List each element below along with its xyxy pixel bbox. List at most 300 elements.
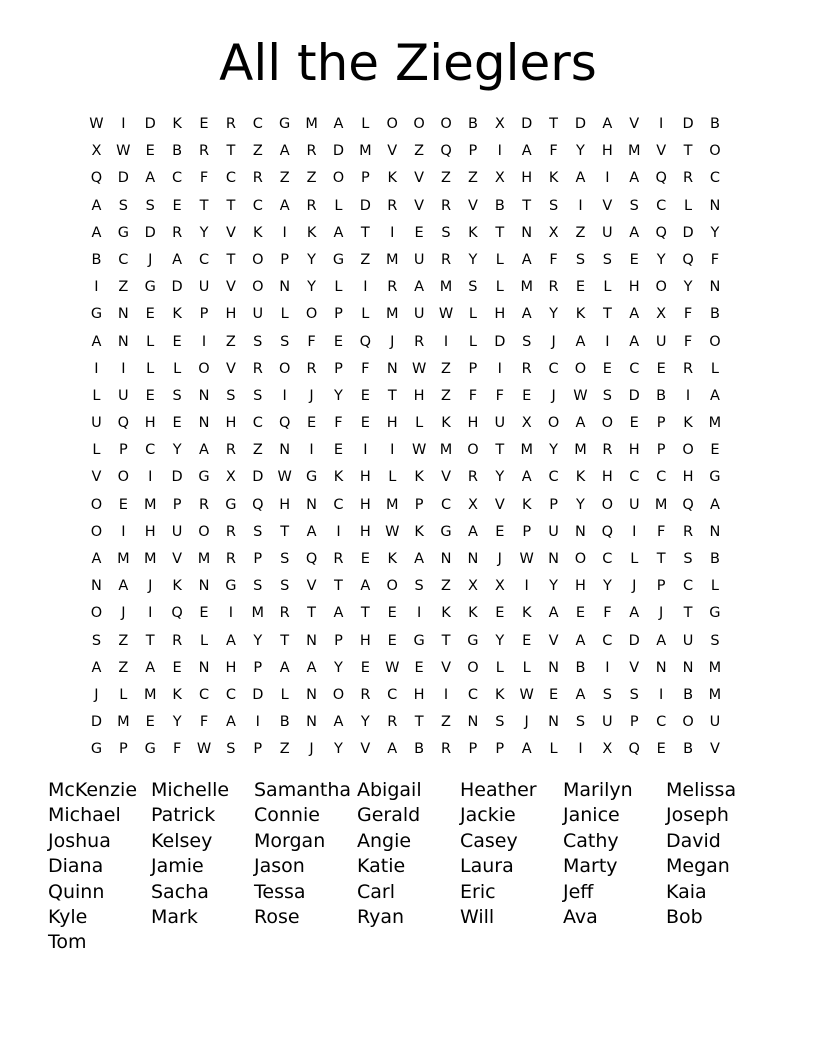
grid-cell[interactable]: E <box>145 387 155 404</box>
grid-cell[interactable]: B <box>414 741 425 758</box>
grid-cell[interactable]: U <box>171 523 183 540</box>
grid-cell[interactable]: N <box>386 360 398 377</box>
grid-cell[interactable]: A <box>387 741 398 758</box>
grid-cell[interactable]: Y <box>307 251 316 268</box>
grid-cell[interactable]: C <box>252 116 263 132</box>
grid-cell[interactable]: T <box>226 143 236 160</box>
grid-cell[interactable]: U <box>682 632 694 649</box>
grid-cell[interactable]: S <box>629 686 639 703</box>
grid-cell[interactable]: A <box>575 686 586 703</box>
grid-cell[interactable]: K <box>172 578 182 595</box>
grid-cell[interactable]: X <box>494 116 505 132</box>
grid-cell[interactable]: E <box>495 605 505 622</box>
grid-cell[interactable]: E <box>360 659 370 676</box>
grid-cell[interactable]: F <box>199 714 209 731</box>
grid-cell[interactable]: W <box>519 551 534 567</box>
grid-cell[interactable]: C <box>656 469 667 486</box>
grid-cell[interactable]: E <box>602 360 612 377</box>
grid-cell[interactable]: K <box>575 306 586 323</box>
grid-cell[interactable]: F <box>172 741 182 758</box>
grid-cell[interactable]: I <box>659 116 664 132</box>
grid-cell[interactable]: N <box>467 551 479 567</box>
grid-cell[interactable]: V <box>467 197 478 214</box>
grid-cell[interactable]: H <box>575 578 586 595</box>
grid-cell[interactable]: P <box>253 741 263 758</box>
grid-cell[interactable]: I <box>121 523 126 540</box>
grid-cell[interactable]: G <box>90 741 103 758</box>
grid-cell[interactable]: E <box>522 387 532 404</box>
grid-cell[interactable]: A <box>360 578 371 595</box>
grid-cell[interactable]: R <box>198 496 210 513</box>
grid-cell[interactable]: E <box>172 333 182 350</box>
grid-cell[interactable]: N <box>575 523 586 540</box>
grid-cell[interactable]: I <box>632 523 637 540</box>
grid-cell[interactable]: M <box>520 279 533 296</box>
grid-cell[interactable]: N <box>548 551 560 567</box>
grid-cell[interactable]: U <box>655 333 667 350</box>
grid-cell[interactable]: Q <box>655 170 667 187</box>
grid-cell[interactable]: Z <box>441 578 451 595</box>
grid-cell[interactable]: N <box>279 442 291 459</box>
grid-cell[interactable]: N <box>117 333 129 350</box>
grid-cell[interactable]: R <box>387 279 398 296</box>
grid-cell[interactable]: Q <box>440 143 452 160</box>
grid-cell[interactable]: Y <box>172 442 182 459</box>
grid-cell[interactable]: M <box>143 686 157 703</box>
grid-cell[interactable]: A <box>279 197 290 214</box>
grid-cell[interactable]: T <box>522 197 532 214</box>
grid-cell[interactable]: A <box>467 523 478 540</box>
grid-cell[interactable]: H <box>225 659 237 676</box>
grid-cell[interactable]: K <box>548 170 559 187</box>
grid-cell[interactable]: K <box>306 224 317 241</box>
grid-cell[interactable]: I <box>121 360 126 377</box>
grid-cell[interactable]: O <box>198 523 210 540</box>
grid-cell[interactable]: O <box>682 714 694 731</box>
grid-cell[interactable]: A <box>709 496 720 513</box>
grid-cell[interactable]: M <box>520 442 533 459</box>
grid-cell[interactable]: E <box>360 387 370 404</box>
grid-cell[interactable]: R <box>279 605 290 622</box>
grid-cell[interactable]: N <box>306 632 317 649</box>
grid-cell[interactable]: I <box>443 686 449 703</box>
grid-cell[interactable]: D <box>252 686 264 703</box>
grid-cell[interactable]: U <box>118 387 129 404</box>
grid-cell[interactable]: T <box>360 605 370 622</box>
grid-cell[interactable]: M <box>305 116 318 132</box>
grid-cell[interactable]: E <box>145 714 155 731</box>
grid-cell[interactable]: K <box>521 496 532 513</box>
grid-cell[interactable]: S <box>575 251 586 268</box>
grid-cell[interactable]: B <box>683 686 694 703</box>
grid-cell[interactable]: J <box>497 551 502 567</box>
grid-cell[interactable]: A <box>306 523 317 540</box>
grid-cell[interactable]: M <box>385 306 399 323</box>
grid-cell[interactable]: R <box>252 360 263 377</box>
grid-cell[interactable]: L <box>361 116 370 132</box>
grid-cell[interactable]: L <box>710 578 719 595</box>
grid-cell[interactable]: D <box>682 116 694 132</box>
grid-cell[interactable]: E <box>522 632 532 649</box>
grid-cell[interactable]: Y <box>172 714 182 731</box>
grid-cell[interactable]: Q <box>171 605 183 622</box>
grid-cell[interactable]: C <box>252 415 263 432</box>
grid-cell[interactable]: Y <box>334 387 343 404</box>
grid-cell[interactable]: C <box>629 360 640 377</box>
grid-cell[interactable]: R <box>172 632 183 649</box>
grid-cell[interactable]: G <box>440 523 452 540</box>
grid-cell[interactable]: R <box>387 197 398 214</box>
grid-cell[interactable]: O <box>252 251 264 268</box>
grid-cell[interactable]: L <box>468 306 477 323</box>
grid-cell[interactable]: D <box>359 197 371 214</box>
grid-cell[interactable]: L <box>199 632 209 649</box>
grid-cell[interactable]: D <box>521 116 533 132</box>
grid-cell[interactable]: T <box>360 224 370 241</box>
grid-cell[interactable]: M <box>143 551 157 567</box>
grid-cell[interactable]: O <box>332 686 345 703</box>
grid-cell[interactable]: V <box>225 360 236 377</box>
grid-cell[interactable]: B <box>91 251 102 268</box>
grid-cell[interactable]: P <box>334 360 343 377</box>
grid-cell[interactable]: O <box>198 360 210 377</box>
grid-cell[interactable]: H <box>359 632 371 649</box>
grid-cell[interactable]: R <box>225 551 236 567</box>
grid-cell[interactable]: N <box>655 659 667 676</box>
grid-cell[interactable]: Z <box>575 224 586 241</box>
grid-cell[interactable]: H <box>413 686 425 703</box>
grid-cell[interactable]: V <box>414 197 425 214</box>
grid-cell[interactable]: Z <box>279 170 290 187</box>
grid-cell[interactable]: Z <box>360 251 371 268</box>
grid-cell[interactable]: K <box>683 415 693 432</box>
grid-cell[interactable]: A <box>629 306 640 323</box>
grid-cell[interactable]: A <box>521 741 532 758</box>
grid-cell[interactable]: H <box>628 279 640 296</box>
grid-cell[interactable]: I <box>309 442 314 459</box>
grid-cell[interactable]: O <box>386 116 398 132</box>
grid-cell[interactable]: A <box>575 632 586 649</box>
grid-cell[interactable]: J <box>94 686 99 703</box>
grid-cell[interactable]: U <box>709 714 721 731</box>
grid-cell[interactable]: F <box>710 251 720 268</box>
grid-cell[interactable]: Z <box>252 143 263 160</box>
grid-cell[interactable]: I <box>121 116 126 132</box>
grid-cell[interactable]: A <box>279 659 290 676</box>
grid-cell[interactable]: I <box>416 605 422 622</box>
grid-cell[interactable]: R <box>440 741 452 758</box>
grid-cell[interactable]: K <box>575 469 586 486</box>
grid-cell[interactable]: P <box>280 251 290 268</box>
grid-cell[interactable]: O <box>601 496 614 513</box>
grid-cell[interactable]: I <box>94 279 99 296</box>
grid-cell[interactable]: A <box>521 143 532 160</box>
grid-cell[interactable]: S <box>710 632 720 649</box>
grid-cell[interactable]: S <box>226 741 236 758</box>
grid-cell[interactable]: S <box>468 279 478 296</box>
grid-cell[interactable]: E <box>656 360 666 377</box>
grid-cell[interactable]: B <box>683 741 694 758</box>
grid-cell[interactable]: R <box>683 360 694 377</box>
grid-cell[interactable]: E <box>710 442 720 459</box>
grid-cell[interactable]: S <box>226 387 236 404</box>
grid-cell[interactable]: H <box>359 523 371 540</box>
grid-cell[interactable]: L <box>468 333 477 350</box>
grid-cell[interactable]: Q <box>601 523 614 540</box>
grid-cell[interactable]: P <box>468 360 478 377</box>
grid-cell[interactable]: E <box>495 523 505 540</box>
grid-cell[interactable]: T <box>226 197 236 214</box>
grid-cell[interactable]: P <box>656 415 666 432</box>
grid-cell[interactable]: V <box>225 224 236 241</box>
grid-cell[interactable]: V <box>709 741 720 758</box>
grid-cell[interactable]: N <box>521 224 533 241</box>
grid-cell[interactable]: O <box>252 279 264 296</box>
grid-cell[interactable]: T <box>495 442 505 459</box>
grid-cell[interactable]: P <box>468 143 478 160</box>
grid-cell[interactable]: O <box>90 605 103 622</box>
grid-cell[interactable]: U <box>413 306 425 323</box>
grid-cell[interactable]: W <box>385 523 400 540</box>
grid-cell[interactable]: I <box>282 387 287 404</box>
grid-cell[interactable]: I <box>390 442 395 459</box>
grid-cell[interactable]: H <box>521 170 533 187</box>
grid-cell[interactable]: A <box>145 170 156 187</box>
grid-cell[interactable]: P <box>522 523 532 540</box>
grid-cell[interactable]: K <box>414 523 424 540</box>
grid-cell[interactable]: R <box>521 360 532 377</box>
grid-cell[interactable]: A <box>414 279 425 296</box>
grid-cell[interactable]: I <box>497 360 502 377</box>
grid-cell[interactable]: S <box>253 523 263 540</box>
grid-cell[interactable]: D <box>332 143 345 160</box>
grid-cell[interactable]: T <box>549 116 559 132</box>
grid-cell[interactable]: R <box>225 442 236 459</box>
grid-cell[interactable]: C <box>225 686 236 703</box>
grid-cell[interactable]: F <box>495 387 504 404</box>
grid-cell[interactable]: G <box>332 251 345 268</box>
grid-cell[interactable]: S <box>441 224 451 241</box>
grid-cell[interactable]: Q <box>305 551 318 567</box>
grid-cell[interactable]: V <box>602 197 613 214</box>
grid-cell[interactable]: I <box>228 605 234 622</box>
grid-cell[interactable]: F <box>468 387 478 404</box>
grid-cell[interactable]: F <box>683 306 693 323</box>
grid-cell[interactable]: S <box>253 387 263 404</box>
grid-cell[interactable]: R <box>548 279 559 296</box>
grid-cell[interactable]: L <box>334 197 343 214</box>
grid-cell[interactable]: O <box>467 442 479 459</box>
grid-cell[interactable]: E <box>656 741 666 758</box>
grid-cell[interactable]: R <box>225 523 236 540</box>
grid-cell[interactable]: J <box>390 333 395 350</box>
grid-cell[interactable]: I <box>443 333 449 350</box>
grid-cell[interactable]: Y <box>334 659 343 676</box>
grid-cell[interactable]: S <box>522 333 532 350</box>
grid-cell[interactable]: E <box>414 224 424 241</box>
grid-cell[interactable]: L <box>334 279 343 296</box>
grid-cell[interactable]: D <box>628 632 640 649</box>
grid-cell[interactable]: V <box>91 469 102 486</box>
grid-cell[interactable]: A <box>629 333 640 350</box>
grid-cell[interactable]: L <box>119 686 128 703</box>
grid-cell[interactable]: P <box>253 551 263 567</box>
grid-cell[interactable]: J <box>551 387 556 404</box>
grid-cell[interactable]: Y <box>360 714 370 731</box>
grid-cell[interactable]: P <box>629 714 639 731</box>
grid-cell[interactable]: L <box>92 387 101 404</box>
grid-cell[interactable]: A <box>145 659 156 676</box>
grid-cell[interactable]: J <box>148 578 153 595</box>
grid-cell[interactable]: T <box>387 387 397 404</box>
grid-cell[interactable]: J <box>309 387 314 404</box>
grid-cell[interactable]: V <box>172 551 183 567</box>
grid-cell[interactable]: M <box>117 714 130 731</box>
grid-cell[interactable]: N <box>548 659 560 676</box>
grid-cell[interactable]: X <box>225 469 236 486</box>
grid-cell[interactable]: Y <box>656 251 666 268</box>
grid-cell[interactable]: A <box>91 659 102 676</box>
grid-cell[interactable]: Z <box>225 333 236 350</box>
grid-cell[interactable]: O <box>413 116 425 132</box>
grid-cell[interactable]: C <box>440 496 452 513</box>
grid-cell[interactable]: P <box>334 632 343 649</box>
grid-cell[interactable]: Z <box>441 387 451 404</box>
grid-cell[interactable]: T <box>441 632 451 649</box>
grid-cell[interactable]: Q <box>117 415 130 432</box>
grid-cell[interactable]: A <box>199 442 209 459</box>
grid-cell[interactable]: A <box>629 605 640 622</box>
grid-cell[interactable]: N <box>198 387 210 404</box>
grid-cell[interactable]: F <box>307 333 316 350</box>
grid-cell[interactable]: H <box>359 469 371 486</box>
grid-cell[interactable]: L <box>549 741 558 758</box>
grid-cell[interactable]: Q <box>278 415 291 432</box>
grid-cell[interactable]: R <box>198 143 210 160</box>
grid-cell[interactable]: K <box>172 306 182 323</box>
grid-cell[interactable]: O <box>682 442 694 459</box>
grid-cell[interactable]: V <box>494 496 505 513</box>
grid-cell[interactable]: L <box>361 306 370 323</box>
grid-cell[interactable]: H <box>628 442 640 459</box>
grid-cell[interactable]: L <box>710 360 719 377</box>
grid-cell[interactable]: R <box>360 686 371 703</box>
grid-cell[interactable]: M <box>708 686 722 703</box>
grid-cell[interactable]: A <box>333 714 344 731</box>
grid-cell[interactable]: K <box>468 224 478 241</box>
grid-cell[interactable]: O <box>574 360 587 377</box>
grid-cell[interactable]: D <box>144 224 156 241</box>
grid-cell[interactable]: O <box>305 306 318 323</box>
grid-cell[interactable]: K <box>468 605 478 622</box>
grid-cell[interactable]: A <box>575 333 586 350</box>
grid-cell[interactable]: M <box>117 551 130 567</box>
grid-cell[interactable]: H <box>682 469 694 486</box>
grid-cell[interactable]: D <box>252 469 264 486</box>
grid-cell[interactable]: O <box>709 143 721 160</box>
grid-cell[interactable]: O <box>90 496 103 513</box>
grid-cell[interactable]: A <box>333 116 344 132</box>
grid-cell[interactable]: V <box>306 578 317 595</box>
grid-cell[interactable]: C <box>198 251 210 268</box>
grid-cell[interactable]: G <box>709 605 721 622</box>
grid-cell[interactable]: S <box>629 197 639 214</box>
grid-cell[interactable]: T <box>495 224 505 241</box>
grid-cell[interactable]: G <box>225 496 237 513</box>
grid-cell[interactable]: C <box>145 442 156 459</box>
grid-cell[interactable]: W <box>116 143 131 160</box>
grid-cell[interactable]: A <box>575 415 586 432</box>
grid-cell[interactable]: Z <box>306 170 317 187</box>
grid-cell[interactable]: G <box>467 632 479 649</box>
grid-cell[interactable]: B <box>656 387 667 404</box>
grid-cell[interactable]: G <box>305 469 318 486</box>
grid-cell[interactable]: G <box>117 224 129 241</box>
grid-cell[interactable]: O <box>117 469 130 486</box>
grid-cell[interactable]: B <box>494 197 505 214</box>
grid-cell[interactable]: A <box>91 333 102 350</box>
grid-cell[interactable]: H <box>225 415 237 432</box>
grid-cell[interactable]: G <box>225 578 237 595</box>
grid-cell[interactable]: O <box>547 415 560 432</box>
grid-cell[interactable]: X <box>494 170 505 187</box>
grid-cell[interactable]: Q <box>682 251 694 268</box>
grid-cell[interactable]: U <box>252 306 264 323</box>
grid-cell[interactable]: A <box>575 170 586 187</box>
grid-cell[interactable]: G <box>90 306 103 323</box>
grid-cell[interactable]: F <box>334 415 343 432</box>
grid-cell[interactable]: I <box>363 279 368 296</box>
grid-cell[interactable]: P <box>549 496 558 513</box>
grid-cell[interactable]: I <box>94 360 99 377</box>
grid-cell[interactable]: D <box>171 469 183 486</box>
grid-cell[interactable]: N <box>682 659 694 676</box>
grid-cell[interactable]: V <box>441 659 451 676</box>
grid-cell[interactable]: I <box>336 523 341 540</box>
grid-cell[interactable]: C <box>467 686 478 703</box>
grid-cell[interactable]: P <box>253 659 263 676</box>
grid-cell[interactable]: A <box>91 551 102 567</box>
grid-cell[interactable]: C <box>333 496 344 513</box>
grid-cell[interactable]: E <box>172 415 182 432</box>
grid-cell[interactable]: X <box>467 578 478 595</box>
grid-cell[interactable]: P <box>495 741 505 758</box>
grid-cell[interactable]: L <box>495 251 504 268</box>
grid-cell[interactable]: M <box>197 551 211 567</box>
grid-cell[interactable]: D <box>144 116 156 132</box>
grid-cell[interactable]: N <box>198 578 210 595</box>
grid-cell[interactable]: Z <box>279 741 290 758</box>
grid-cell[interactable]: S <box>91 632 102 649</box>
grid-cell[interactable]: E <box>145 143 155 160</box>
grid-cell[interactable]: Q <box>682 496 694 513</box>
grid-cell[interactable]: E <box>145 306 155 323</box>
grid-cell[interactable]: W <box>573 387 588 404</box>
grid-cell[interactable]: E <box>306 415 317 432</box>
grid-cell[interactable]: T <box>656 551 666 567</box>
grid-cell[interactable]: W <box>89 116 104 132</box>
grid-cell[interactable]: E <box>333 442 344 459</box>
grid-cell[interactable]: Z <box>467 170 478 187</box>
grid-cell[interactable]: P <box>360 170 370 187</box>
grid-cell[interactable]: M <box>359 143 372 160</box>
grid-cell[interactable]: E <box>199 116 209 132</box>
grid-cell[interactable]: H <box>494 306 506 323</box>
grid-cell[interactable]: O <box>467 659 479 676</box>
grid-cell[interactable]: M <box>439 442 453 459</box>
grid-cell[interactable]: A <box>279 143 290 160</box>
grid-cell[interactable]: X <box>521 415 532 432</box>
